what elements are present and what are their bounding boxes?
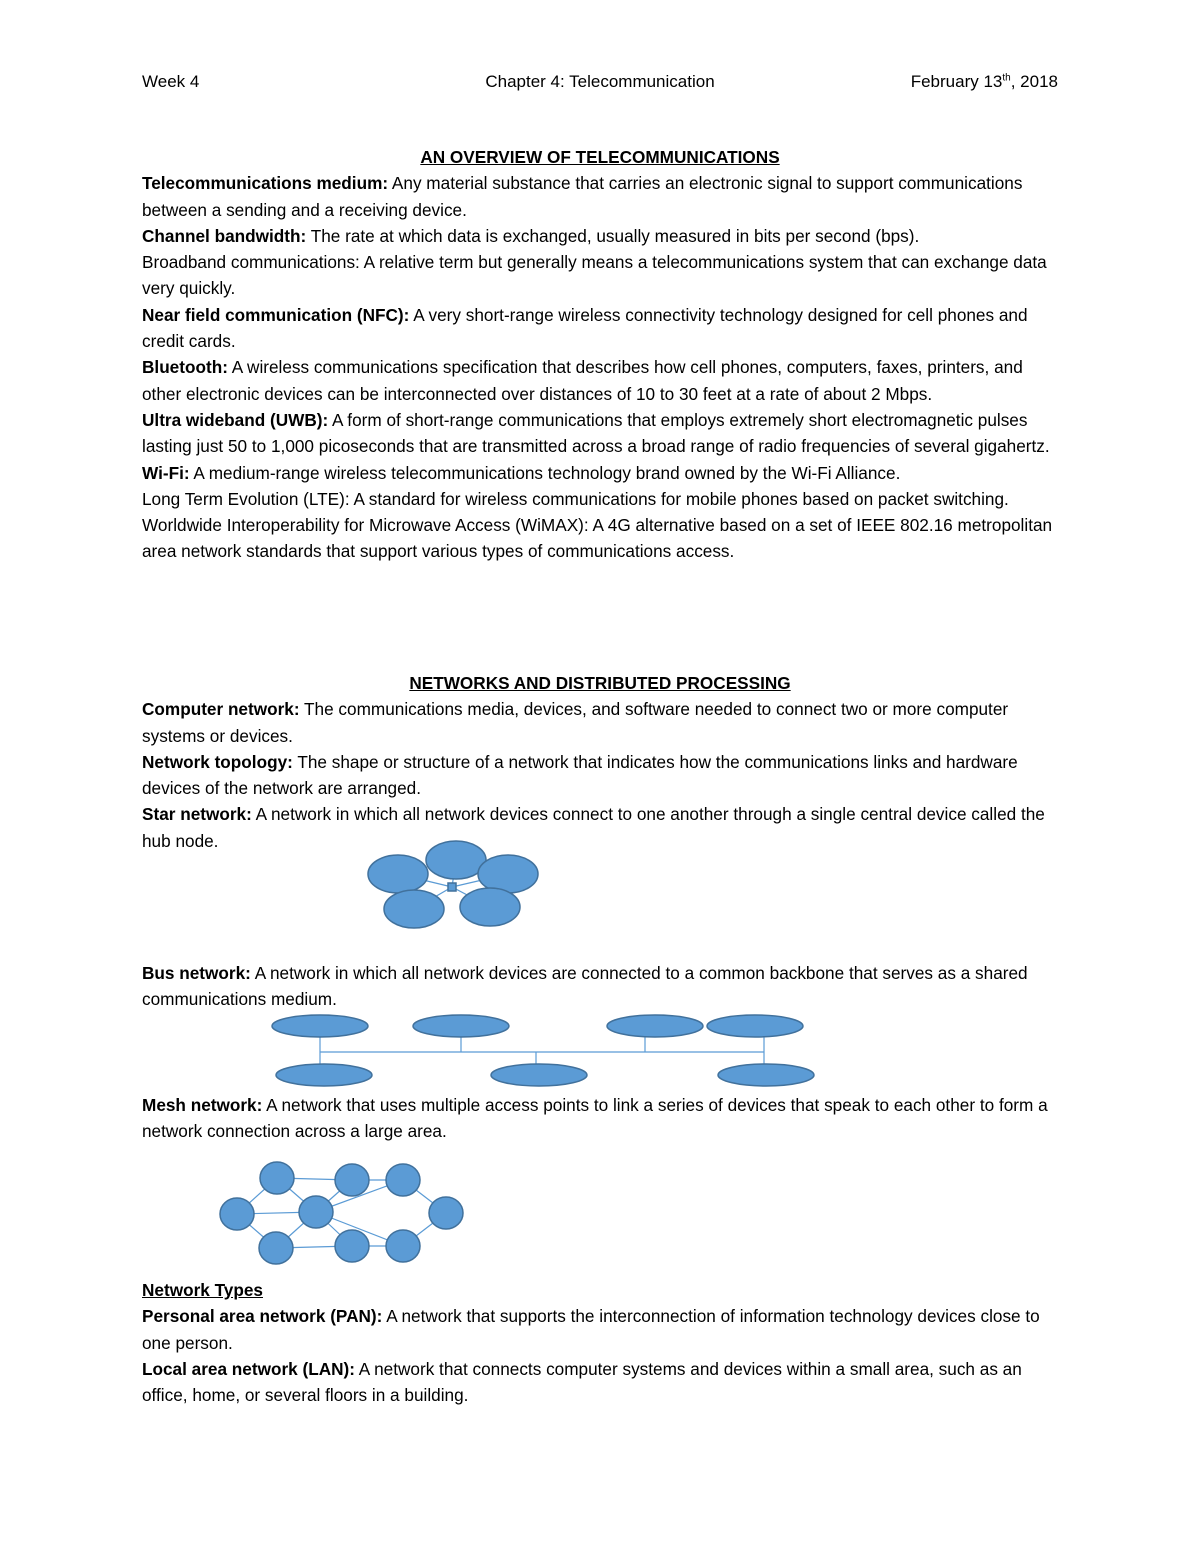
bus-node-bottom-2 xyxy=(491,1064,587,1086)
section-networks xyxy=(142,670,1058,854)
definition-uwb: Ultra wideband (UWB): A form of short-range communications that employs extremely short electromagnetic pulses lasting just 50 to 1,000 picoseconds that are transmitted across a broad range of radio frequencies of several gigahertz. xyxy=(142,409,1050,457)
star-node-top xyxy=(426,841,486,879)
bus-node-bottom-1 xyxy=(276,1064,372,1086)
bus-node-top-4 xyxy=(707,1015,803,1037)
definition-broadband: Broadband communications: A relative term but generally means a telecommunications system that can exchange data very quickly. xyxy=(142,252,1047,299)
header-chapter: Chapter 4: Telecommunication xyxy=(485,72,715,91)
definition-bus-network: Bus network: A network in which all network devices are connected to a common backbone that serves as a shared communications medium. xyxy=(142,963,1028,1010)
definition-bluetooth: Bluetooth: A wireless communications specification that describes how cell phones, computers, faxes, printers, and other electronic devices can be interconnected over distances of 10 to 30 feet at a rate of about 2 Mbps. xyxy=(142,357,1023,404)
definition-mesh-network: Mesh network: A network that uses multiple access points to link a series of devices that speak to each other to form a network connection across a large area. xyxy=(142,1095,1048,1142)
header-week: Week 4 xyxy=(142,72,200,91)
definition-pan: Personal area network (PAN): A network that supports the interconnection of information technology devices close to one person. xyxy=(142,1306,1040,1353)
mesh-node-3 xyxy=(386,1164,420,1196)
star-node-bottom-right xyxy=(460,888,520,926)
mesh-node-4 xyxy=(220,1198,254,1230)
star-node-bottom-left xyxy=(384,890,444,928)
definition-wifi: Wi-Fi: A medium-range wireless telecommunications technology brand owned by the Wi-Fi Alliance. xyxy=(142,462,901,483)
star-hub-node xyxy=(448,883,456,891)
mesh-node-1 xyxy=(260,1162,294,1194)
section-title-networks: NETWORKS AND DISTRIBUTED PROCESSING xyxy=(409,673,791,693)
page-header xyxy=(142,72,1058,98)
mesh-node-6 xyxy=(429,1197,463,1229)
definition-computer-network: Computer network: The communications media, devices, and software needed to connect two or more computer systems or devices. xyxy=(142,699,1009,746)
bus-node-bottom-3 xyxy=(718,1064,814,1086)
definition-telecom-medium: Telecommunications medium: Any material substance that carries an electronic signal to support communications between a sending and a receiving device. xyxy=(142,173,1023,220)
section-mesh xyxy=(142,1092,1058,1145)
bus-network-diagram xyxy=(268,1010,820,1090)
definition-nfc: Near field communication (NFC): A very short-range wireless connectivity technology designed for cell phones and credit cards. xyxy=(142,304,1028,352)
section-bus xyxy=(142,960,1058,1013)
definition-network-topology: Network topology: The shape or structure of a network that indicates how the communications links and hardware devices of the network are arranged. xyxy=(142,751,1018,799)
definition-wimax: Worldwide Interoperability for Microwave Access (WiMAX): A 4G alternative based on a set of IEEE 802.16 metropolitan area network standards that support various types of communications access. xyxy=(142,515,1053,562)
star-node-right xyxy=(478,855,538,893)
bus-node-top-2 xyxy=(413,1015,509,1037)
mesh-node-7 xyxy=(259,1232,293,1264)
section-title-network-types: Network Types xyxy=(142,1280,263,1300)
mesh-node-5 xyxy=(299,1196,333,1228)
mesh-network-diagram xyxy=(210,1156,472,1276)
bus-node-top-1 xyxy=(272,1015,368,1037)
definition-lte: Long Term Evolution (LTE): A standard for wireless communications for mobile phones based on packet switching. xyxy=(142,488,1009,509)
bus-node-top-3 xyxy=(607,1015,703,1037)
section-telecom-overview xyxy=(142,144,1058,565)
section-network-types xyxy=(142,1277,1058,1408)
section-title-overview: AN OVERVIEW OF TELECOMMUNICATIONS xyxy=(420,147,780,167)
definition-channel-bandwidth: Channel bandwidth: The rate at which data is exchanged, usually measured in bits per second (bps). xyxy=(142,225,920,246)
mesh-node-9 xyxy=(386,1230,420,1262)
star-node-left xyxy=(368,855,428,893)
definition-star-network: Star network: A network in which all network devices connect to one another through a single central device called the hub node. xyxy=(142,804,1045,851)
mesh-node-2 xyxy=(335,1164,369,1196)
definition-lan: Local area network (LAN): A network that connects computer systems and devices within a small area, such as an office, home, or several floors in a building. xyxy=(142,1358,1022,1406)
star-network-diagram xyxy=(360,836,550,934)
header-date: February 13th, 2018 xyxy=(910,72,1058,91)
mesh-node-8 xyxy=(335,1230,369,1262)
